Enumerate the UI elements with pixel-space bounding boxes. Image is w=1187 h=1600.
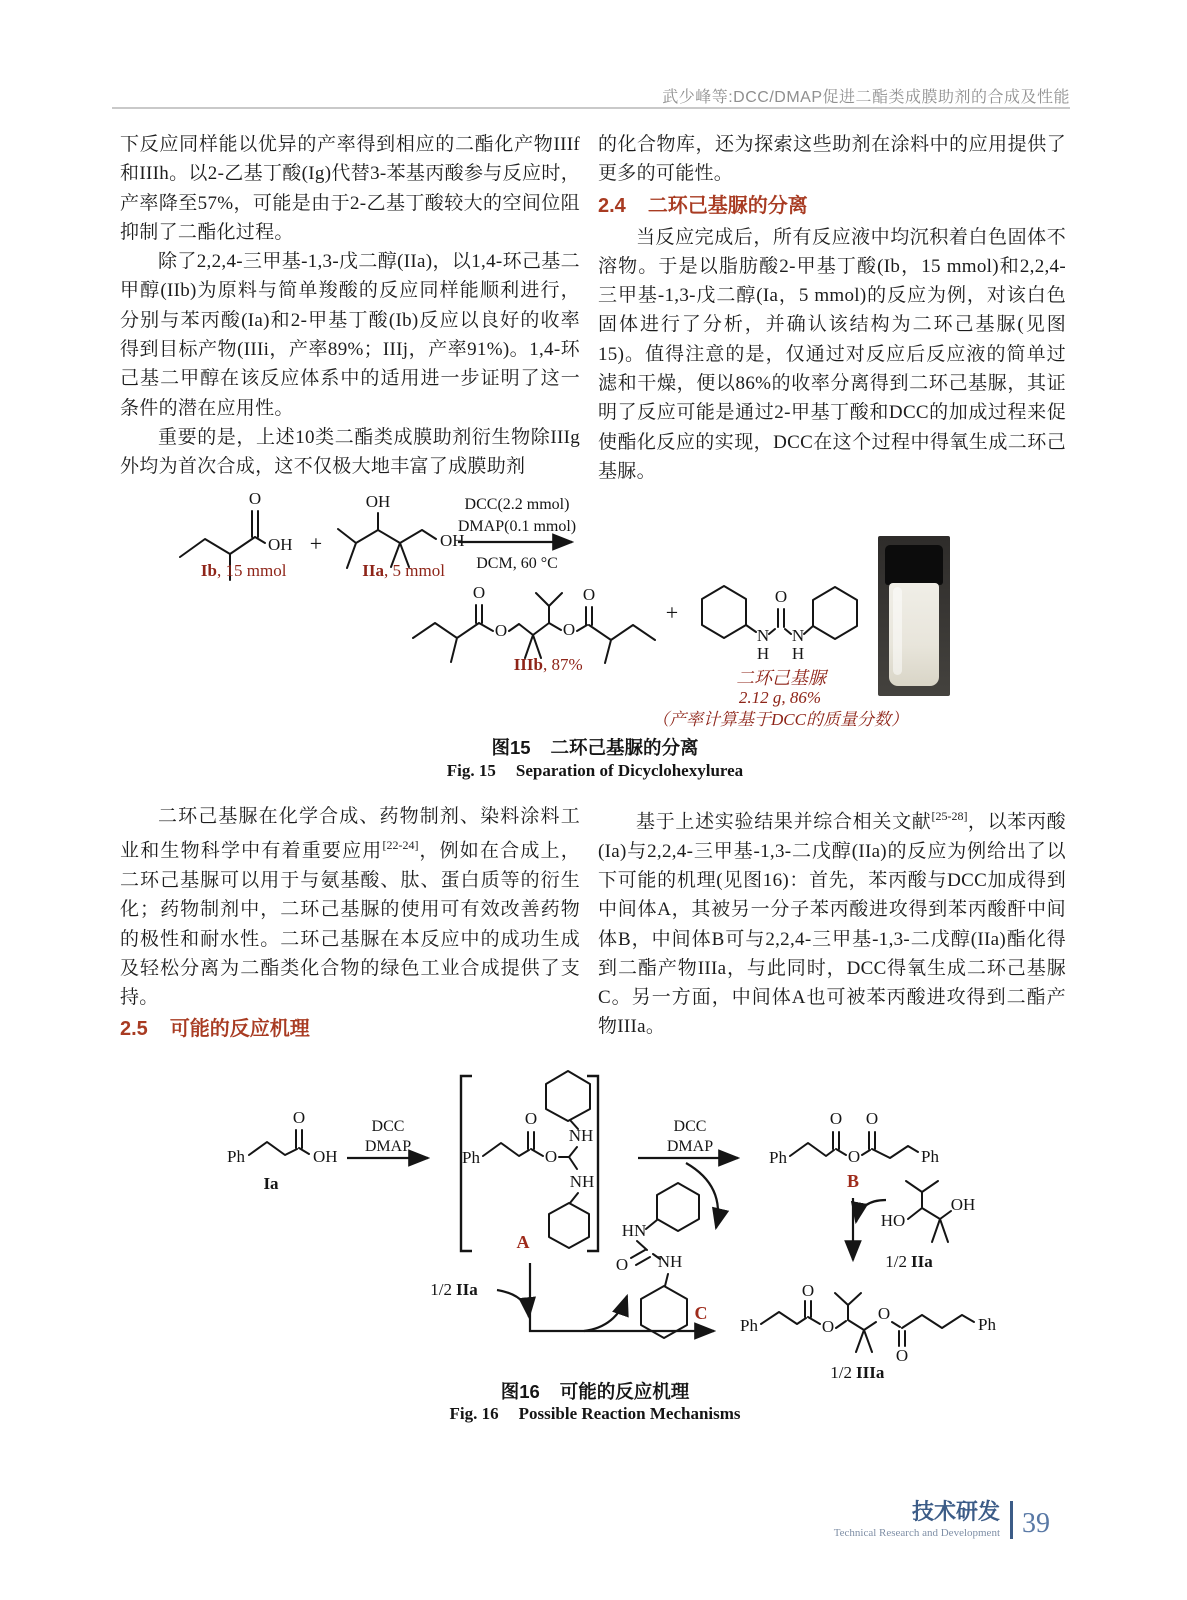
curved-arrow-IIa xyxy=(497,1290,529,1317)
plus-sign: + xyxy=(309,531,323,556)
figure-16-caption-en xyxy=(120,1404,1070,1424)
atom-HO: HO xyxy=(880,1211,906,1230)
cyclohexyl-ring xyxy=(702,586,746,638)
label-IIa: IIa xyxy=(456,1280,478,1299)
mechanism-arrow-1 xyxy=(347,1118,428,1158)
structure-Ib xyxy=(180,489,293,580)
atom-NH: NH xyxy=(568,1126,594,1145)
atom-O: O xyxy=(248,489,262,508)
yield-note: （产率计算基于DCC的质量分数） xyxy=(652,710,908,729)
atom-O: O xyxy=(895,1346,909,1365)
bonds xyxy=(413,593,655,663)
bonds xyxy=(249,1130,309,1155)
paragraph: 重要的是，上述10类二酯类成膜助剂衍生物除IIIg外均为首次合成，这不仅极大地丰富了成膜助剂 xyxy=(120,426,580,478)
mechanism-arrow-2 xyxy=(638,1118,738,1228)
atom-H: H xyxy=(791,644,805,663)
column-right-top xyxy=(598,130,1066,486)
section-number: 2.4 xyxy=(598,194,626,217)
intermediate-A xyxy=(461,1071,598,1252)
compound-amount: , 5 mmol xyxy=(384,561,445,580)
label-B: B xyxy=(846,1171,860,1191)
structure-dicyclohexylurea xyxy=(702,586,857,707)
atom-Ph: Ph xyxy=(462,1148,480,1167)
column-right-mid xyxy=(598,802,1066,1042)
compound-yield: , 87% xyxy=(543,655,583,674)
product-name: 二环己基脲 xyxy=(736,668,826,688)
byproduct-C-dicyclohexylurea xyxy=(616,1183,708,1338)
figure-16-mechanism xyxy=(120,1040,1070,1435)
column-left-mid xyxy=(120,802,580,1046)
citation: [22-24] xyxy=(382,838,419,853)
figure-15-caption-cn xyxy=(120,734,1070,760)
atom-Ph: Ph xyxy=(740,1316,758,1335)
atom-O: O xyxy=(524,1109,538,1128)
footer-section-cn: 技术研发 xyxy=(911,1499,1000,1524)
atom-O: O xyxy=(562,620,576,639)
header-rule xyxy=(112,107,1070,109)
cyclohexyl-ring xyxy=(813,587,857,639)
atom-O: O xyxy=(582,585,596,604)
figure-number: 图15 xyxy=(491,737,531,758)
reagent-dcc: DCC xyxy=(371,1118,405,1135)
reagent-dmap: DMAP xyxy=(666,1138,714,1155)
atom-O: O xyxy=(877,1304,891,1323)
atom-O: O xyxy=(472,583,486,602)
compound-id-Ia: Ia xyxy=(263,1174,279,1193)
footer-divider xyxy=(1010,1501,1013,1539)
structure-IIIb xyxy=(413,583,655,674)
condition-solvent: DCM, 60 °C xyxy=(476,555,558,572)
footer-section-en: Technical Research and Development xyxy=(833,1527,1000,1539)
label-half: 1/2 xyxy=(830,1363,852,1382)
section-title: 二环己基脲的分离 xyxy=(647,194,808,217)
intermediate-B xyxy=(769,1109,939,1191)
text-run: 基于上述实验结果并综合相关文献 xyxy=(636,811,932,833)
paragraph xyxy=(598,802,1066,1042)
compound-id-IIIb: IIIb xyxy=(513,655,543,674)
atom-O: O xyxy=(774,587,788,606)
figure-title: Possible Reaction Mechanisms xyxy=(518,1404,741,1423)
atom-O: O xyxy=(865,1109,879,1128)
figure-title: 可能的反应机理 xyxy=(559,1381,690,1402)
section-number: 2.5 xyxy=(120,1018,148,1041)
reagent-dmap: DMAP xyxy=(364,1138,412,1155)
atom-O: O xyxy=(615,1255,629,1274)
footer-section xyxy=(834,1500,1000,1539)
curved-arrow xyxy=(686,1163,718,1228)
figure-15 xyxy=(120,480,1070,792)
text-run: ，例如在合成上，二环己基脲可以用于与氨基酸、肽、蛋白质等的衍生化；药物制剂中，二环己基脲的使用可有效改善药物的极性和耐水性。二环己基脲在本反应中的成功生成及轻松分离为二酯类化合物的绿色工业合成提供了支持。 xyxy=(120,840,581,1009)
bonds xyxy=(338,513,436,568)
paragraph xyxy=(120,802,580,1012)
atom-O: O xyxy=(829,1109,843,1128)
reagent-dcc: DCC xyxy=(673,1118,707,1135)
atom-OH: OH xyxy=(365,492,391,511)
running-head: 武少峰等:DCC/DMAP促进二酯类成膜助剂的合成及性能 xyxy=(662,89,1070,106)
figure-16-caption-cn xyxy=(120,1378,1070,1404)
label-IIIa: IIIa xyxy=(856,1363,885,1382)
atom-OH: OH xyxy=(950,1195,976,1214)
label-IIa: IIa xyxy=(911,1252,933,1271)
label-half: 1/2 xyxy=(430,1280,452,1299)
atom-O: O xyxy=(544,1147,558,1166)
vial-cap xyxy=(885,545,943,585)
atom-O: O xyxy=(292,1108,306,1127)
section-heading-2-4 xyxy=(598,192,1066,221)
atom-N: N xyxy=(791,626,805,645)
figure-title: 二环己基脲的分离 xyxy=(550,737,699,758)
figure-number: Fig. 16 xyxy=(449,1404,499,1423)
atom-H: H xyxy=(756,644,770,663)
column-left-top xyxy=(120,130,580,482)
atom-NH: NH xyxy=(657,1252,683,1271)
figure-16 xyxy=(120,1040,1070,1435)
paragraph: 当反应完成后，所有反应液中均沉积着白色固体不溶物。于是以脂肪酸2-甲基丁酸(Ib，15 mmol)和2,2,4-三甲基-1,3-戊二醇(Ia，5 mmol)的反应为例，对该白色固体进行了分析，并确认该结构为二环己基脲(见图15)。值得注意的是，仅通过对反应后反应液的简单过滤和干燥，便以86%的收率分离得到二环己基脲，其证明了反应可能是通过2-甲基丁酸和DCC的加成过程来促使酯化反应的实现，DCC在这个过程中得氧生成二环己基脲。 xyxy=(598,226,1066,482)
vial-highlight xyxy=(893,587,902,675)
page-footer xyxy=(834,1500,1050,1539)
bonds xyxy=(906,1181,951,1242)
text-run: 二环己基脲在化学合成、药物制剂、染料涂料工业和生物科学中有着重要应用 xyxy=(120,806,580,862)
figure-number: 图16 xyxy=(500,1381,540,1402)
atom-OH: OH xyxy=(440,531,465,550)
citation: [25-28] xyxy=(931,809,968,823)
section-title: 可能的反应机理 xyxy=(169,1018,310,1041)
atom-O: O xyxy=(494,621,508,640)
reaction-arrow xyxy=(458,496,576,572)
cyclohexyl-ring xyxy=(549,1203,589,1248)
text-run: ，以苯丙酸(Ia)与2,2,4-三甲基-1,3-二戊醇(IIa)的反应为例给出了以下可能的机理(见图16)：首先，苯丙酸与DCC加成得到中间体A，其被另一分子苯丙酸进攻得到苯丙酸酐中间体B，中间体B可与2,2,4-三甲基-1,3-二戊醇(IIa)酯化得到二酯产物IIIa，与此同时，DCC得氧生成二环己基脲C。另一方面，中间体A也可被苯丙酸进攻得到二酯产物IIIa。 xyxy=(598,811,1066,1038)
atom-O: O xyxy=(801,1281,815,1300)
bonds xyxy=(483,1120,578,1203)
bonds xyxy=(761,1293,974,1352)
figure-15-caption-en xyxy=(120,761,1070,781)
plus-sign: + xyxy=(665,600,679,625)
atom-O: O xyxy=(821,1317,835,1336)
paragraph: 除了2,2,4-三甲基-1,3-戊二醇(IIa)，以1,4-环己基二甲醇(IIb)为原料与简单羧酸的反应同样能顺利进行，分别与苯丙酸(Ia)和2-甲基丁酸(Ib)反应以良好的收率得到目标产物(IIIi，产率89%；IIIj，产率91%)。1,4-环己基二甲醇在该反应体系中的适用进一步证明了这一条件的潜在应用性。 xyxy=(120,251,580,419)
atom-N: N xyxy=(756,626,770,645)
label-A: A xyxy=(516,1232,530,1252)
structure-Ia xyxy=(227,1108,338,1193)
curved-arrow-to-C xyxy=(584,1296,627,1331)
label-half: 1/2 xyxy=(885,1252,907,1271)
atom-Ph: Ph xyxy=(921,1147,939,1166)
page-number: 39 xyxy=(1022,1508,1050,1539)
paragraph: 下反应同样能以优异的产率得到相应的二酯化产物IIIf和IIIh。以2-乙基丁酸(Ig)代替3-苯基丙酸参与反应时，产率降至57%，可能是由于2-乙基丁酸较大的空间位阻抑制了二酯化过程。 xyxy=(120,134,580,243)
paragraph: 的化合物库，还为探索这些助剂在涂料中的应用提供了更多的可能性。 xyxy=(598,134,1066,185)
structure-IIa xyxy=(338,492,465,580)
structure-diol-IIa xyxy=(881,1181,976,1271)
figure-number: Fig. 15 xyxy=(446,761,496,780)
vial-powder xyxy=(889,583,939,686)
atom-O: O xyxy=(847,1147,861,1166)
product-IIIa xyxy=(740,1281,996,1382)
cyclohexyl-ring xyxy=(657,1183,699,1231)
atom-OH: OH xyxy=(268,535,293,554)
condition-dmap: DMAP(0.1 mmol) xyxy=(457,518,577,535)
condition-dcc: DCC(2.2 mmol) xyxy=(464,496,570,513)
label-C: C xyxy=(694,1303,708,1323)
atom-Ph: Ph xyxy=(978,1315,996,1334)
atom-NH: NH xyxy=(569,1172,595,1191)
figure-title: Separation of Dicyclohexylurea xyxy=(515,761,744,780)
atom-Ph: Ph xyxy=(769,1148,787,1167)
atom-OH: OH xyxy=(313,1147,338,1166)
product-amount: 2.12 g, 86% xyxy=(738,688,822,707)
cyclohexyl-ring xyxy=(546,1071,590,1121)
compound-amount: , 15 mmol xyxy=(217,561,287,580)
compound-id-IIa: IIa xyxy=(362,561,384,580)
vial-photo xyxy=(878,536,950,696)
atom-Ph: Ph xyxy=(227,1147,245,1166)
atom-HN: HN xyxy=(621,1221,647,1240)
compound-id-Ib: Ib xyxy=(200,561,217,580)
